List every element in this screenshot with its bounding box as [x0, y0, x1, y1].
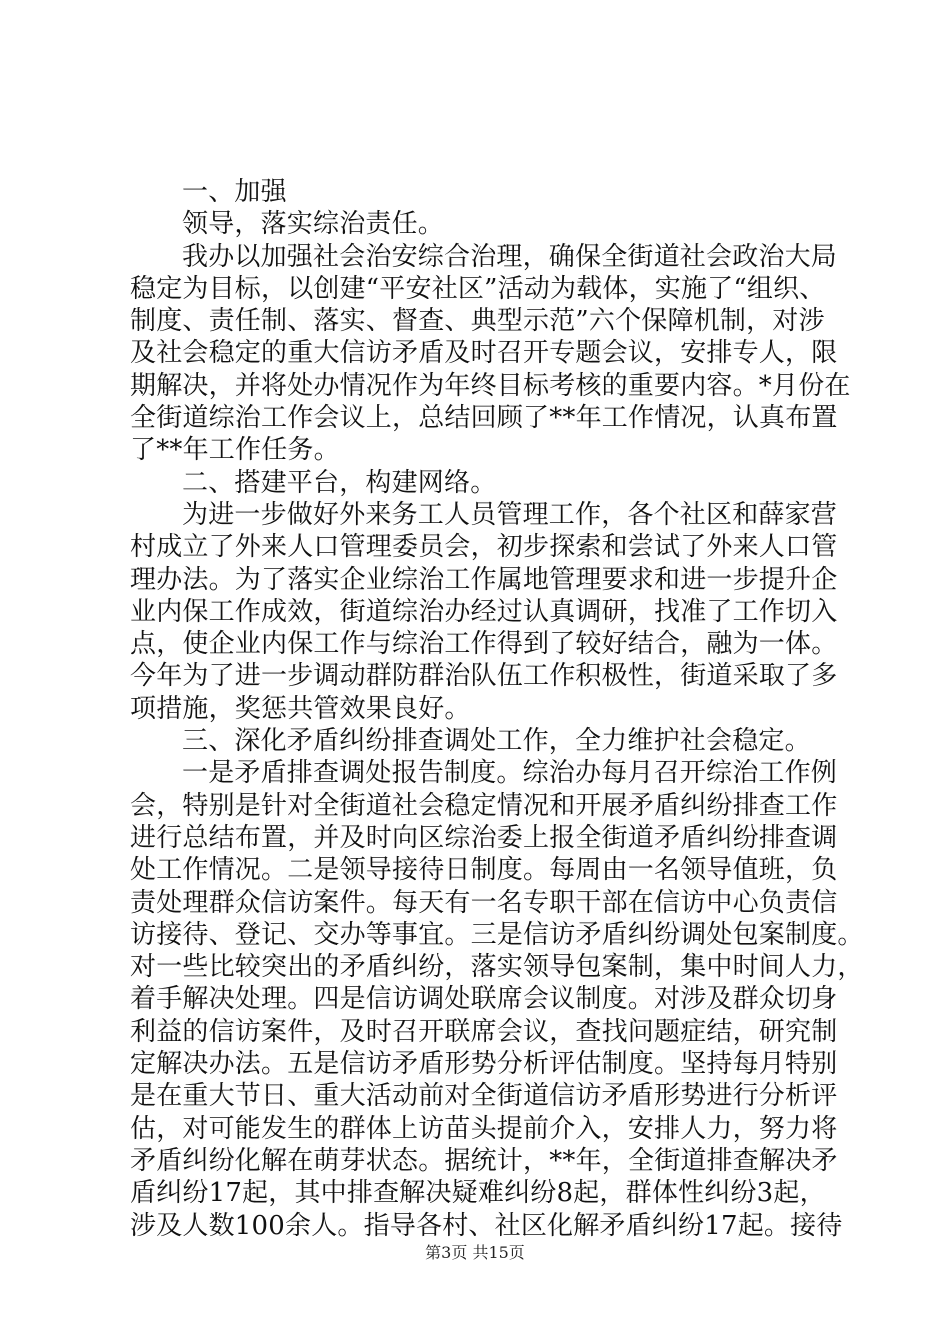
- text-line: 点，使企业内保工作与综治工作得到了较好结合，融为一体。: [130, 629, 838, 660]
- text-line: 理办法。为了落实企业综治工作属地管理要求和进一步提升企: [130, 564, 838, 595]
- text-line: 业内保工作成效，街道综治办经过认真调研，找准了工作切入: [130, 596, 838, 627]
- text-line: 着手解决处理。四是信访调处联席会议制度。对涉及群众切身: [130, 984, 838, 1015]
- page-footer: 第3页 共15页: [425, 1243, 525, 1262]
- text-line: 及社会稳定的重大信访矛盾及时召开专题会议，安排专人，限: [130, 338, 838, 369]
- text-line: 领导，落实综治责任。: [182, 209, 445, 240]
- document-body: [130, 176, 864, 1242]
- text-line: 我办以加强社会治安综合治理，确保全街道社会政治大局: [182, 241, 838, 272]
- text-line: 矛盾纠纷化解在萌芽状态。据统计，**年，全街道排查解决矛: [130, 1145, 838, 1176]
- text-line: 了**年工作任务。: [130, 435, 340, 466]
- text-line: 制度、责任制、落实、督查、典型示范”六个保障机制，对涉: [130, 306, 825, 337]
- text-line: 责处理群众信访案件。每天有一名专职干部在信访中心负责信: [130, 887, 838, 918]
- text-line: 二、搭建平台，构建网络。: [182, 467, 497, 498]
- text-line: 为进一步做好外来务工人员管理工作，各个社区和薛家营: [182, 499, 838, 530]
- text-line: 盾纠纷17起，其中排查解决疑难纠纷8起，群体性纠纷3起，: [130, 1178, 826, 1209]
- text-line: 稳定为目标，以创建“平安社区”活动为载体，实施了“组织、: [130, 273, 826, 304]
- text-line: 一是矛盾排查调处报告制度。综治办每月召开综治工作例: [182, 758, 838, 789]
- text-line: 一、加强: [182, 177, 287, 207]
- text-line: 项措施，奖惩共管效果良好。: [130, 693, 471, 724]
- text-line: 期解决，并将处办情况作为年终目标考核的重要内容。*月份在: [130, 370, 851, 401]
- text-line: 进行总结布置，并及时向区综治委上报全街道矛盾纠纷排查调: [130, 822, 838, 853]
- text-line: 全街道综治工作会议上，总结回顾了**年工作情况，认真布置: [130, 403, 838, 434]
- text-line: 估，对可能发生的群体上访苗头提前介入，安排人力，努力将: [130, 1113, 838, 1144]
- text-line: 会，特别是针对全街道社会稳定情况和开展矛盾纠纷排查工作: [130, 790, 838, 821]
- text-line: 处工作情况。二是领导接待日制度。每周由一名领导值班，负: [130, 855, 838, 886]
- text-line: 利益的信访案件，及时召开联席会议，查找问题症结，研究制: [130, 1016, 838, 1047]
- text-line: 涉及人数100余人。指导各村、社区化解矛盾纠纷17起。接待: [130, 1210, 843, 1241]
- text-line: 是在重大节日、重大活动前对全街道信访矛盾形势进行分析评: [130, 1081, 838, 1112]
- text-line: 三、深化矛盾纠纷排查调处工作，全力维护社会稳定。: [182, 726, 811, 757]
- text-line: 对一些比较突出的矛盾纠纷，落实领导包案制，集中时间人力，: [130, 952, 864, 983]
- text-line: 定解决办法。五是信访矛盾形势分析评估制度。坚持每月特别: [130, 1049, 838, 1080]
- text-line: 访接待、登记、交办等事宜。三是信访矛盾纠纷调处包案制度。: [130, 919, 864, 950]
- text-line: 今年为了进一步调动群防群治队伍工作积极性，街道采取了多: [130, 661, 838, 692]
- text-line: 村成立了外来人口管理委员会，初步探索和尝试了外来人口管: [130, 532, 838, 563]
